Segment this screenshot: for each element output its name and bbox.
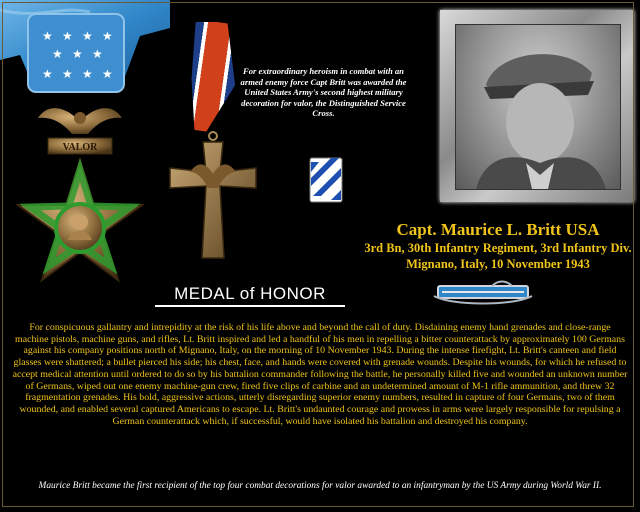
- svg-text:★: ★: [82, 67, 93, 81]
- svg-text:★: ★: [62, 67, 73, 81]
- moh-citation-text: For conspicuous gallantry and intrepidity at the risk of his life above and beyond the call of duty. Disdaining enemy hand grenades and close-range machine pistols, machine guns, and rifles, Lt. Britt inspired and led a handful of his men in repelling a bitter counterattack by approximately 100 Germans against his company positions north of Mignano, Italy, on the morning of 10 November 1943. During the intense firefight, Lt. Britt's canteen and field glasses were shattered; a bullet pierced his side; his chest, face, and hands were covered with grenade wounds. Despite his wounds, for which he refused to accept medical attention until ordered to do so by his battalion commander following the battle, he personally killed five and wounded an unknown number of Germans, wiped out one enemy machine-gun crew, fired five clips of carbine and an undetermined amount of M-1 rifle ammunition, and threw 32 fragmentation grenades. His bold, aggressive actions, utterly disregarding superior enemy numbers, resulted in capture of four Germans, two of them wounded, and enabled several captured Americans to escape. Lt. Britt's undaunted courage and prowess in arms were largely responsible for repulsing a German counterattack which, if successful, would have isolated his battalion and destroyed his company.: [12, 322, 628, 427]
- svg-text:★: ★: [82, 29, 93, 43]
- footer-note: Maurice Britt became the first recipient of the top four combat decorations for valor awarded to an infantryman by the US Army during World War II.: [38, 481, 602, 491]
- svg-text:★: ★: [52, 47, 63, 61]
- recipient-block: [360, 220, 636, 272]
- svg-text:★: ★: [42, 67, 53, 81]
- portrait-frame: [440, 10, 634, 202]
- combat-infantryman-badge-image: [432, 280, 534, 306]
- distinguished-service-cross-image: [158, 22, 268, 267]
- svg-text:★: ★: [102, 29, 113, 43]
- recipient-unit: 3rd Bn, 30th Infantry Regiment, 3rd Infantry Div.: [364, 241, 632, 255]
- valor-bar-label: VALOR: [62, 142, 98, 153]
- svg-text:★: ★: [62, 29, 73, 43]
- division-patch-image: [309, 156, 343, 206]
- svg-text:★: ★: [72, 47, 83, 61]
- recipient-name: Capt. Maurice L. Britt USA: [396, 220, 600, 239]
- portrait-photo: [455, 24, 621, 190]
- svg-text:★: ★: [102, 67, 113, 81]
- medal-of-honor-image: [0, 0, 170, 310]
- medal-of-honor-title: MEDAL of HONOR: [150, 284, 350, 307]
- svg-text:★: ★: [92, 47, 103, 61]
- svg-text:★: ★: [42, 29, 53, 43]
- recipient-place-date: Mignano, Italy, 10 November 1943: [406, 257, 590, 271]
- dsc-caption: For extraordinary heroism in combat with an armed enemy force Capt Britt was awarded the United States Army's second highest military decoration for valor, the Distinguished Service Cross.: [240, 66, 407, 119]
